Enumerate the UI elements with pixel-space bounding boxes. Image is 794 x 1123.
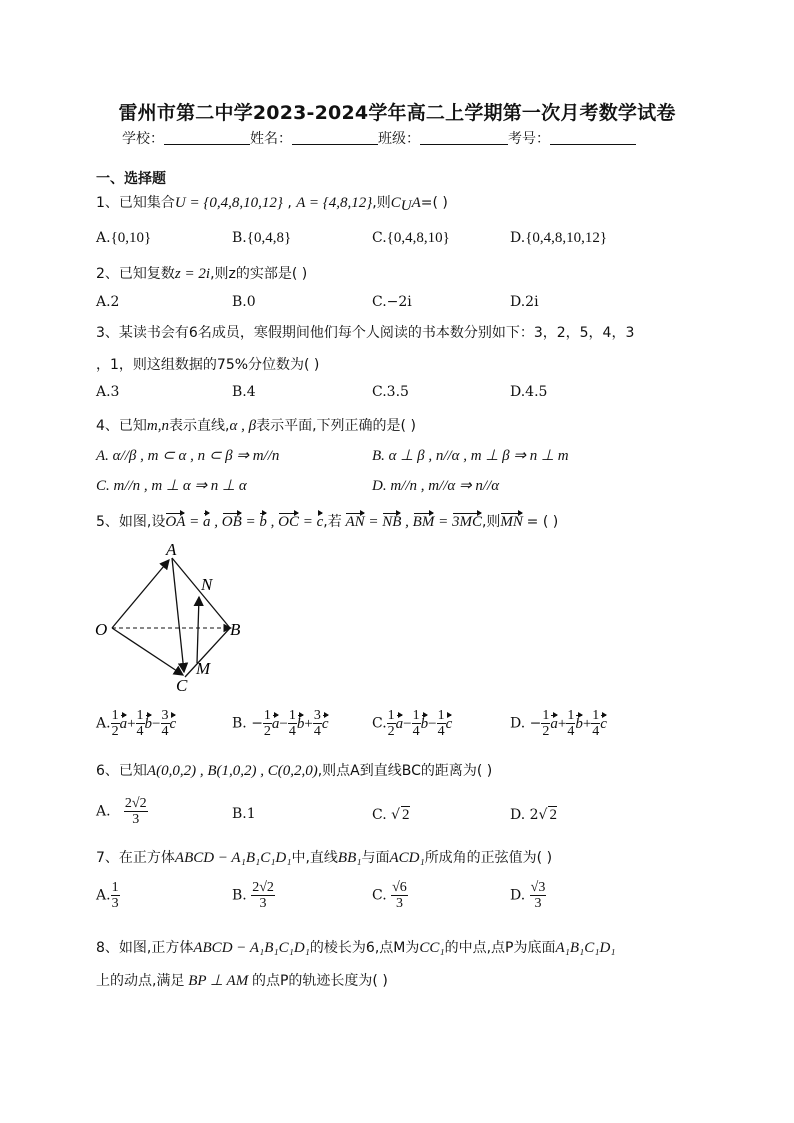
label-c: C — [176, 676, 188, 695]
q6-option-d[interactable]: D. 2√ 2 — [510, 807, 557, 823]
q8-cube: ABCD − A₁B₁C₁D₁ — [193, 940, 310, 956]
q5-vector: b — [575, 715, 583, 732]
q6-points: A(0,0,2) , B(1,0,2) , C(0,2,0) — [146, 763, 318, 779]
edge-mn — [197, 597, 199, 663]
q5-vector: a — [550, 715, 558, 732]
vec-mn: MN — [500, 514, 523, 530]
q5-vector: a — [271, 715, 280, 732]
q1-a-var: A — [411, 195, 421, 211]
q2-option-c[interactable]: C.−2i — [372, 294, 412, 310]
q5-vector: c — [600, 715, 607, 732]
q5-fraction: $\frac{1}{2}$ — [387, 708, 395, 739]
q7-bb1: BB₁ — [337, 850, 362, 866]
q2-option-d[interactable]: D.2i — [510, 294, 539, 310]
q5-fraction: $\frac{1}{4}$ — [437, 708, 445, 739]
q8-cc1: CC₁ — [419, 940, 445, 956]
question-8-line-2: 上的动点,满足 BP ⊥ AM 的点P的轨迹长度为( ) — [96, 973, 388, 989]
q5-operator: − — [428, 715, 437, 732]
q2-option-a[interactable]: A.2 — [96, 294, 120, 310]
q4-mn: m,n — [146, 418, 170, 434]
q5-fraction: $\frac{1}{4}$ — [592, 708, 600, 739]
q1-option-b[interactable]: B.{0,4,8} — [232, 230, 292, 246]
q5-vector: a — [119, 715, 128, 732]
question-4: 4、已知m,n表示直线,α , β表示平面,下列正确的是( ) — [96, 418, 416, 434]
q4-option-b[interactable]: B. α ⊥ β , n//α , m ⊥ β ⇒ n ⊥ m — [372, 448, 569, 464]
number-blank[interactable] — [550, 130, 636, 145]
vec-3mc: 3MC — [451, 514, 482, 530]
q3-option-a[interactable]: A.3 — [96, 384, 120, 400]
q3-option-d[interactable]: D.4.5 — [510, 384, 548, 400]
q5-vector: b — [420, 715, 429, 732]
label-m: M — [196, 659, 211, 678]
edge-ac — [172, 558, 184, 672]
q2-option-b[interactable]: B.0 — [232, 294, 256, 310]
q5-operator: − — [279, 715, 288, 732]
q1-option-a[interactable]: A.{0,10} — [96, 230, 152, 246]
q1-paren: =( ) — [420, 195, 448, 211]
vec-c: c — [316, 514, 324, 530]
q1-set-u: U = {0,4,8,10,12} — [174, 195, 283, 211]
q5-fraction: $\frac{1}{4}$ — [412, 708, 420, 739]
school-label: 学校： — [122, 131, 164, 147]
q6-option-b[interactable]: B.1 — [232, 806, 256, 822]
q3-option-c[interactable]: C.3.5 — [372, 384, 409, 400]
q5-fraction: $\frac{1}{4}$ — [567, 708, 575, 739]
q3-option-b[interactable]: B.4 — [232, 384, 256, 400]
name-label: 姓名： — [250, 131, 292, 147]
q1-option-c[interactable]: C.{0,4,8,10} — [372, 230, 450, 246]
label-n: N — [201, 575, 213, 594]
student-info-line — [122, 128, 636, 148]
class-blank[interactable] — [420, 130, 508, 145]
q4-option-a[interactable]: A. α//β , m ⊂ α , n ⊂ β ⇒ m//n — [96, 448, 280, 464]
question-1: 1、已知集合U = {0,4,8,10,12} , A = {4,8,12},则$C_UA=$( ) — [96, 195, 448, 214]
q1-set-a: A = {4,8,12} — [296, 195, 373, 211]
q1-complement: C — [390, 195, 401, 211]
q7-option-d[interactable]: D. $\frac{√3}{3}$ — [510, 880, 546, 911]
q5-vector: c — [169, 715, 177, 732]
q5-tetrahedron-figure — [90, 538, 260, 698]
label-b: B — [230, 620, 241, 639]
question-2: 2、已知复数z = 2i,则z的实部是( ) — [96, 266, 308, 282]
label-o: O — [95, 620, 108, 639]
q5-vector: b — [296, 715, 305, 732]
edge-oa — [112, 560, 169, 628]
q4-ab: α , β — [229, 418, 257, 434]
q5-vector: c — [321, 715, 329, 732]
q5-fraction: $\frac{3}{4}$ — [313, 708, 321, 739]
q6-option-a[interactable]: A. $\frac{2√2}{3}$ — [96, 796, 147, 827]
q1-complement-sub: U — [400, 198, 412, 214]
number-label: 考号： — [508, 131, 550, 147]
q8-condition: BP ⊥ AM — [188, 973, 249, 989]
q5-fraction: $\frac{1}{4}$ — [136, 708, 144, 739]
q8-base: A₁B₁C₁D₁ — [555, 940, 616, 956]
q5-operator: + — [304, 715, 313, 732]
question-7: 7、在正方体ABCD − A₁B₁C₁D₁中,直线BB₁与面ACD₁所成角的正弦值为( ) — [96, 850, 553, 866]
question-8-line-1: 8、如图,正方体ABCD − A₁B₁C₁D₁的棱长为6,点M为CC₁的中点,点P为底面A₁B₁C₁D₁ — [96, 940, 616, 956]
q7-option-a[interactable]: A. $\frac{1}{3}$ — [96, 880, 119, 911]
q4-option-d[interactable]: D. m//n , m//α ⇒ n//α — [372, 478, 500, 494]
q5-operator: + — [557, 715, 567, 732]
q5-vector: a — [395, 715, 404, 732]
page-title: 雷州市第二中学2023-2024学年高二上学期第一次月考数学试卷 — [118, 102, 676, 124]
question-3-line-2: ，1，则这组数据的75%分位数为( ) — [96, 357, 320, 373]
q5-option-a[interactable]: A. $\frac{1}{2}$ a+ $\frac{1}{4}$ b− $\frac{3}{4}$ c — [96, 708, 177, 739]
q5-vector: b — [144, 715, 153, 732]
class-label: 班级： — [378, 131, 420, 147]
q7-acd1: ACD₁ — [389, 850, 425, 866]
edge-oc — [112, 628, 183, 675]
question-5: 5、如图,设OA = a , OB = b , OC = c,若 AN = NB , BM = 3MC,则MN = ( ) — [96, 514, 559, 530]
q5-fraction: $\frac{3}{4}$ — [161, 708, 169, 739]
q7-option-c[interactable]: C. $\frac{√6}{3}$ — [372, 880, 407, 911]
q5-operator: + — [127, 715, 136, 732]
q5-operator: − — [403, 715, 412, 732]
q5-operator: + — [582, 715, 592, 732]
q5-option-d[interactable]: D. − $\frac{1}{2}$ a+ $\frac{1}{4}$ b+ $\frac{1}{4}$ c — [510, 708, 607, 739]
q5-option-c[interactable]: C. $\frac{1}{2}$ a− $\frac{1}{4}$ b− $\frac{1}{4}$ c — [372, 708, 453, 739]
q5-fraction: $\frac{1}{2}$ — [111, 708, 119, 739]
q5-fraction: $\frac{1}{4}$ — [288, 708, 296, 739]
q6-option-c[interactable]: C. √ 2 — [372, 807, 410, 823]
q4-option-c[interactable]: C. m//n , m ⊥ α ⇒ n ⊥ α — [96, 478, 247, 494]
q5-operator: − — [152, 715, 161, 732]
q7-option-b[interactable]: B. $\frac{2√2}{3}$ — [232, 880, 274, 911]
q1-option-d[interactable]: D.{0,4,8,10,12} — [510, 230, 608, 246]
q5-fraction: $\frac{1}{2}$ — [263, 708, 271, 739]
q2-expr: z = 2i — [174, 266, 211, 282]
q1-lead: 1、已知集合 — [96, 195, 175, 211]
question-3-line-1: 3、某读书会有6名成员，寒假期间他们每个人阅读的书本数分别如下：3，2，5，4，3 — [96, 325, 635, 341]
q1-tail: ,则 — [372, 195, 391, 211]
school-blank[interactable] — [164, 130, 250, 145]
label-a: A — [166, 540, 177, 559]
vec-oa: OA — [165, 514, 186, 530]
section-heading: 一、选择题 — [96, 171, 166, 187]
q5-vector: c — [445, 715, 453, 732]
vec-a: a — [202, 514, 211, 530]
q7-cube: ABCD − A₁B₁C₁D₁ — [174, 850, 292, 866]
vec-bm: BM — [412, 514, 435, 530]
q5-fraction: $\frac{1}{2}$ — [542, 708, 550, 739]
vec-nb: NB — [382, 514, 402, 530]
vec-ob: OB — [221, 514, 242, 530]
vec-an: AN — [345, 514, 365, 530]
vec-b: b — [259, 514, 267, 530]
question-6: 6、已知A(0,0,2) , B(1,0,2) , C(0,2,0),则点A到直线BC的距离为( ) — [96, 763, 493, 779]
vec-oc: OC — [278, 514, 299, 530]
q5-option-b[interactable]: B. − $\frac{1}{2}$ a− $\frac{1}{4}$ b+ $\frac{3}{4}$ c — [232, 708, 329, 739]
name-blank[interactable] — [292, 130, 378, 145]
